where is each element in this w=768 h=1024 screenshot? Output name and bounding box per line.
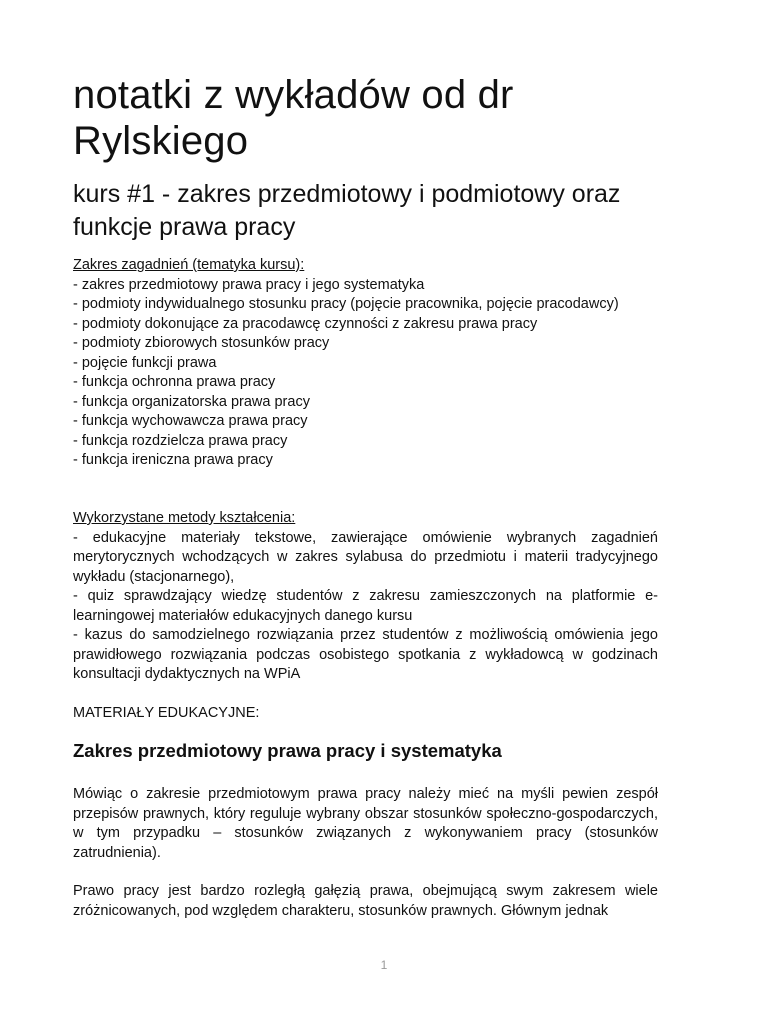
document-title: notatki z wykładów od dr Rylskiego xyxy=(73,73,514,163)
scope-section xyxy=(73,256,658,471)
list-item: - funkcja ochronna prawa pracy xyxy=(73,374,276,390)
methods-section xyxy=(73,509,658,685)
list-item: - funkcja wychowawcza prawa pracy xyxy=(73,413,308,429)
paragraph-text: Prawo pracy jest bardzo rozległą gałęzią prawa, obejmującą swym zakresem wiele zróżnicowanych, pod względem charakteru, stosunków prawnych. Głównym jednak xyxy=(73,883,658,919)
materials-section xyxy=(73,704,658,724)
list-item: - edukacyjne materiały tekstowe, zawierające omówienie wybranych zagadnień merytorycznych wchodzących w zakres sylabusa do przedmiotu i materii tradycyjnego wykładu (stacjonarnego), xyxy=(73,529,658,585)
course-subtitle: kurs #1 - zakres przedmiotowy i podmiotowy oraz funkcje prawa pracy xyxy=(73,180,621,241)
list-item: - zakres przedmiotowy prawa pracy i jego systematyka xyxy=(73,276,425,293)
list-item: - podmioty dokonujące za pracodawcę czynności z zakresu prawa pracy xyxy=(73,315,538,332)
scope-heading: Zakres zagadnień (tematyka kursu): xyxy=(73,257,305,273)
body-paragraph-2 xyxy=(73,882,658,921)
list-item: - pojęcie funkcji prawa xyxy=(73,354,217,371)
page-content xyxy=(73,72,658,919)
list-item: - funkcja organizatorska prawa pracy xyxy=(73,393,310,410)
page-number: 1 xyxy=(380,958,388,972)
list-item: - quiz sprawdzający wiedzę studentów z zakresu zamieszczonych na platformie e-learningowej materiałów edukacyjnych danego kursu xyxy=(73,588,658,624)
section-heading: Zakres przedmiotowy prawa pracy i systematyka xyxy=(73,740,502,761)
materials-label: MATERIAŁY EDUKACYJNE: xyxy=(73,705,260,721)
list-item: - funkcja rozdzielcza prawa pracy xyxy=(73,432,288,449)
list-item: - kazus do samodzielnego rozwiązania przez studentów z możliwością omówienia jego prawidłowego rozwiązania podczas osobistego spotkania z wykładowcą w godzinach konsultacji dydaktycznych na WPiA xyxy=(73,627,658,682)
methods-heading: Wykorzystane metody kształcenia: xyxy=(73,510,296,526)
list-item: - funkcja ireniczna prawa pracy xyxy=(73,452,273,468)
body-paragraph-1 xyxy=(73,785,658,863)
list-item: - podmioty indywidualnego stosunku pracy (pojęcie pracownika, pojęcie pracodawcy) xyxy=(73,296,619,312)
paragraph-text: Mówiąc o zakresie przedmiotowym prawa pracy należy mieć na myśli pewien zespół przepisów prawnych, który reguluje wybrany obszar stosunków społeczno-gospodarczych, w tym przypadku – stosunków związanych z wykonywaniem pracy (stosunków zatrudnienia). xyxy=(73,786,658,861)
list-item: - podmioty zbiorowych stosunków pracy xyxy=(73,335,330,351)
